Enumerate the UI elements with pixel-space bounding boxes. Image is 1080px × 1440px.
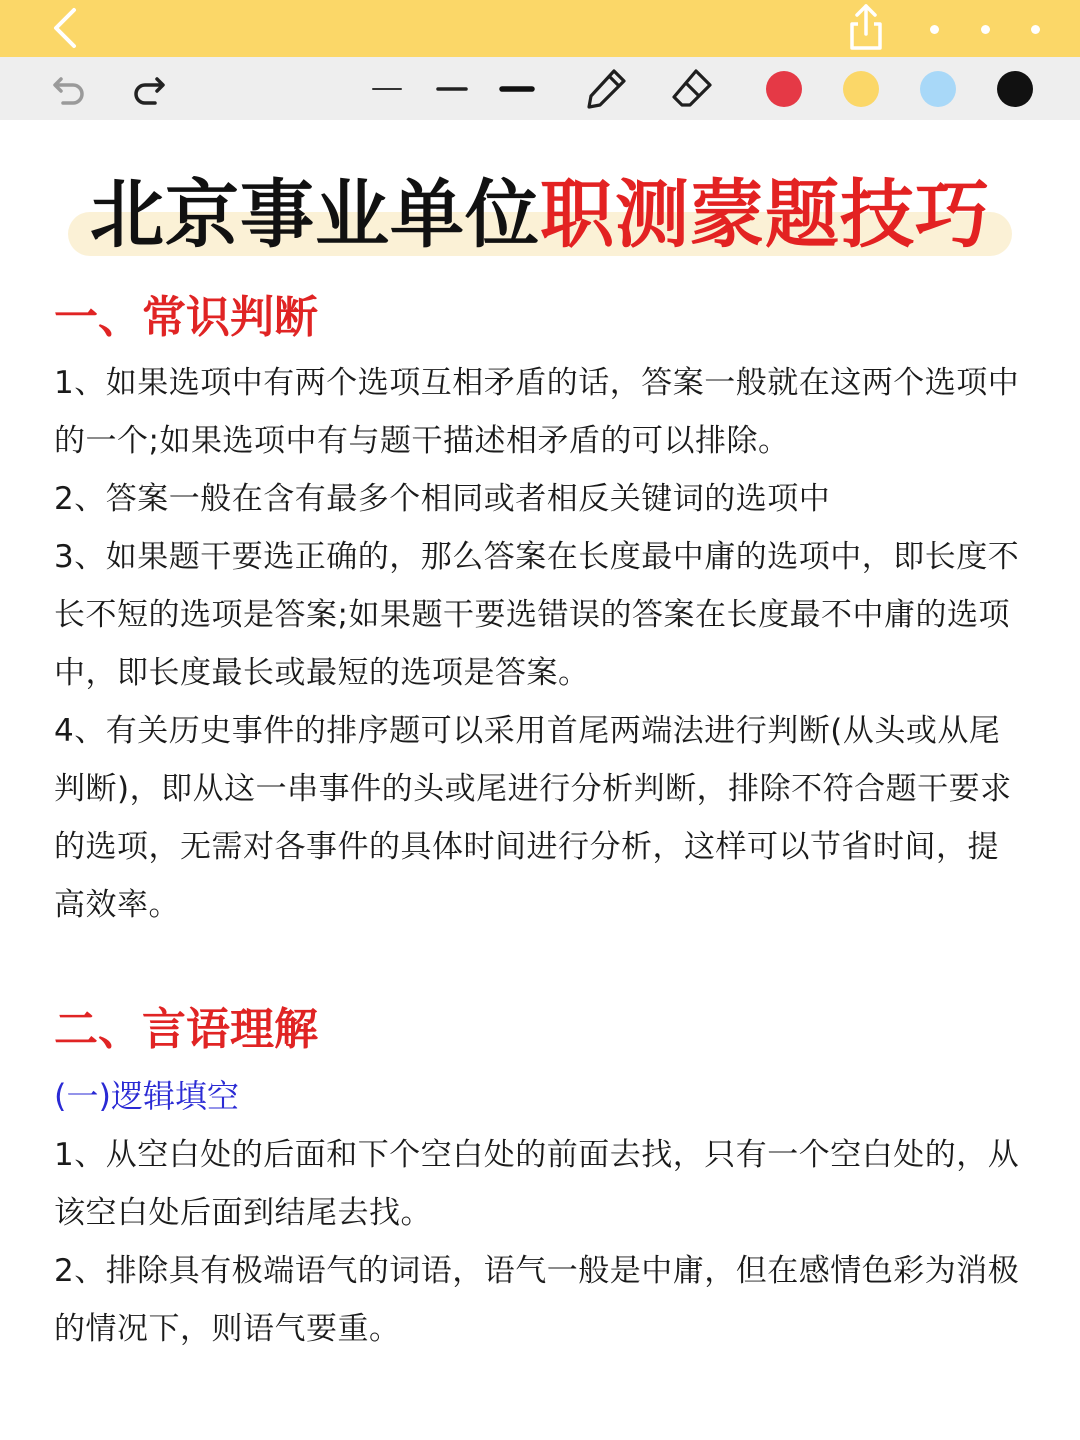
undo-icon <box>49 69 89 109</box>
section-subheading: (一)逻辑填空 <box>54 1077 239 1115</box>
paragraph: 1、如果选项中有两个选项互相矛盾的话，答案一般就在这两个选项中的一个;如果选项中有与题干描述相矛盾的可以排除。 <box>54 365 1020 459</box>
paragraph: 1、从空白处的后面和下个空白处的前面去找，只有一个空白处的，从该空白处后面到结尾去找。 <box>54 1137 1020 1231</box>
thin-stroke-button[interactable] <box>370 77 404 101</box>
eraser-button[interactable] <box>670 65 716 111</box>
drawing-toolbar <box>0 57 1080 120</box>
medium-stroke-icon <box>434 77 470 101</box>
share-button[interactable] <box>842 2 890 52</box>
page-title <box>0 160 1080 270</box>
ellipsis-icon <box>930 25 939 34</box>
paragraph: 3、如果题干要选正确的，那么答案在长度最中庸的选项中，即长度不长不短的选项是答案;如果题干要选错误的答案在长度最不中庸的选项中，即长度最长或最短的选项是答案。 <box>54 539 1020 691</box>
paragraph: 4、有关历史事件的排序题可以采用首尾两端法进行判断(从头或从尾判断)，即从这一串事件的头或尾进行分析判断，排除不符合题干要求的选项，无需对各事件的具体时间进行分析，这样可以节省时间，提高效率。 <box>54 713 1012 923</box>
title-red-part: 职测蒙题技巧 <box>540 172 990 258</box>
thick-stroke-icon <box>498 77 536 101</box>
undo-button[interactable] <box>48 68 90 110</box>
ellipsis-icon <box>1031 25 1040 34</box>
thin-stroke-icon <box>370 77 404 101</box>
ellipsis-icon <box>981 25 990 34</box>
medium-stroke-button[interactable] <box>434 77 470 101</box>
back-button[interactable] <box>44 4 90 50</box>
section-heading: 一、常识判断 <box>54 292 318 343</box>
redo-button[interactable] <box>128 68 170 110</box>
color-swatch-yellow[interactable] <box>843 71 879 107</box>
pencil-icon <box>584 65 630 111</box>
color-swatch-red[interactable] <box>766 71 802 107</box>
top-nav-bar <box>0 0 1080 57</box>
paragraph: 2、排除具有极端语气的词语，语气一般是中庸，但在感情色彩为消极的情况下，则语气要重。 <box>54 1253 1020 1347</box>
eraser-icon <box>670 65 716 111</box>
pencil-button[interactable] <box>584 65 630 111</box>
title-block <box>0 160 1080 270</box>
chevron-left-icon <box>44 4 90 50</box>
color-swatch-black[interactable] <box>997 71 1033 107</box>
title-black-part: 北京事业单位 <box>90 172 540 258</box>
share-icon <box>842 2 890 52</box>
thick-stroke-button[interactable] <box>498 77 536 101</box>
paragraph: 2、答案一般在含有最多个相同或者相反关键词的选项中 <box>54 481 831 517</box>
section-heading: 二、言语理解 <box>54 1004 318 1055</box>
color-swatch-light-blue[interactable] <box>920 71 956 107</box>
more-options-button[interactable] <box>930 14 1040 44</box>
redo-icon <box>129 69 169 109</box>
